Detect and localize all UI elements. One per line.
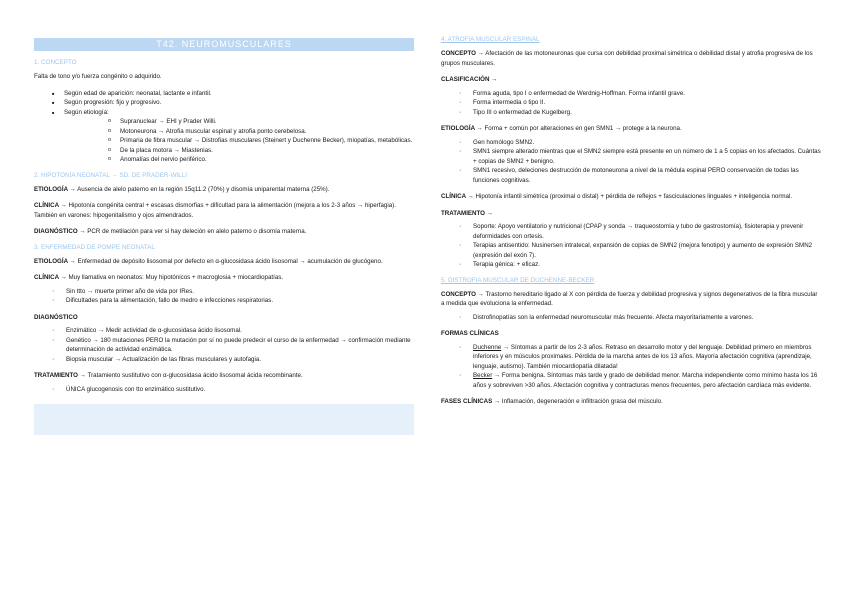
- s5-formas-label: FORMAS CLÍNICAS: [441, 330, 499, 337]
- list-item: · ÚNICA glucogenosis con tto enzimático sustitutivo.: [34, 385, 414, 395]
- s3-clin-list: [34, 287, 414, 306]
- s2-etiology: ETIOLOGÍA → Ausencia de alelo paterno en la región 15q11.2 (70%) y disomía uniparental materna (25%).: [34, 185, 330, 193]
- s2-diagnostico: DIAGNÓSTICO → PCR de metilación para ver si hay deleción en alelo paterno o disomía materna.: [34, 228, 307, 235]
- list-item: · Dificultades para la alimentación, fallo de medro e infecciones respiratorias.: [34, 296, 414, 306]
- list-item: ■ Según edad de aparición: neonatal, lactante e infantil.: [34, 89, 414, 99]
- list-item: · Duchenne → Síntomas a partir de los 2-3 años. Retraso en desarrollo motor y del lenguaje. Debilidad primero en miembros inferiores y en músculos proximales. Pérdida de la marcha antes de los 13 años. Mayoría afectación cognitiva (aprendizaje, lenguaje, autismo). También miocardiopatía dilatada!: [441, 343, 821, 372]
- s1-text: Falta de tono y/o fuerza congénito o adquirido.: [34, 73, 162, 80]
- list-item: · Terapias antisentido: Nusinersen intratecal, expansión de copias de SMN2 (mejora fenotipo) y aumento de expresión SMN2 (expresión del exón 7).: [441, 241, 821, 260]
- list-item: o De la placa motora → Miastenias.: [64, 146, 414, 156]
- list-item: · Sin ttto → muerte primer año de vida por IRes.: [34, 287, 414, 297]
- s4-etiology: ETIOLOGÍA → Forma + común por alteraciones en gen SMN1 → protege a la neurona.: [441, 125, 682, 132]
- s4-trat-label: TRATAMIENTO →: [441, 209, 493, 217]
- s2-clinica: CLÍNICA → Hipotonía congénita central + escasas dismorfias + dificultad para la alimentación (mejora a los 2-3 años → hiperfagia). También en varones: hipogenitalismo y ojos almendrados.: [34, 202, 396, 219]
- section-3-title: 3. ENFERMEDAD DE POMPE NEONATAL: [34, 243, 155, 251]
- s1-list: [34, 89, 414, 165]
- list-item: o Motoneurona → Atrofia muscular espinal y atrofia ponto cerebelosa.: [64, 127, 414, 137]
- list-item: · Becker → Forma benigna. Síntomas más tarde y grado de debilidad menor. Marcha independiente como mínimo hasta los 16 años y sobreviven >30 años. Afectación cognitiva y contracturas menos frecuentes, pero afectación cardíaca más evidente.: [441, 371, 821, 390]
- list-item: · Genético → 180 mutaciones PERO la mutación por sí no puede predecir el curso de la enfermedad → confirmación mediante determinación de actividad enzimática.: [34, 336, 414, 355]
- s4-clinica: CLÍNICA → Hipotonía infantil simétrica (proximal o distal) + pérdida de reflejos + fasciculaciones linguales + inteligencia normal.: [441, 193, 793, 200]
- s5-fases: FASES CLÍNICAS → Inflamación, degeneración e infiltración grasa del músculo.: [441, 398, 663, 405]
- s3-clinica: CLÍNICA → Muy llamativa en neonatos: Muy hipotónicos + macroglosia + miocardiopatías.: [34, 274, 284, 281]
- right-column: [441, 36, 821, 414]
- s4-etio-list: [441, 138, 821, 186]
- list-item: · Gen homólogo SMN2.: [441, 138, 821, 148]
- list-item: · Soporte: Apoyo ventilatorio y nutricional (CPAP y sonda → traqueostomía y tubo de gastrostomía), fisioterapia y prevenir deformidades con ortesis.: [441, 222, 821, 241]
- s4-clas-list: [441, 89, 821, 118]
- list-item: ■ Según progresión: fijo y progresivo.: [34, 98, 414, 108]
- list-item: o Anomalías del nervio periférico.: [64, 155, 414, 165]
- s1-sublist: [64, 117, 414, 165]
- s4-trat-list: [441, 222, 821, 270]
- list-item: · Enzimático → Medir actividad de α-glucosidasa ácido lisosomal.: [34, 326, 414, 336]
- s5-concept-list: [441, 313, 821, 323]
- list-item: · SMN1 recesivo, deleciones destrucción de motoneurona a nivel de la médula espinal PERO conservación de todas las funciones cognitivas.: [441, 166, 821, 185]
- section-1-title: 1. CONCEPTO: [34, 59, 77, 66]
- s5-formas-list: [441, 343, 821, 391]
- highlight-box: [34, 404, 414, 435]
- section-4-title: 4. ATROFIA MUSCULAR ESPINAL: [441, 36, 540, 43]
- section-2-title: 2. HIPOTONÍA NEONATAL → SD. DE PRADER-WILLI: [34, 171, 188, 179]
- section-5-title: 5. DISTROFIA MUSCULAR DE DUCHENNE-BECKER: [441, 276, 595, 284]
- s4-concepto: CONCEPTO → Afectación de las motoneuronas que cursa con debilidad proximal simétrica o debilidad distal y atrofia progresiva de los grupos musculares.: [441, 50, 813, 67]
- list-item: · Biopsia muscular → Actualización de las fibras musculares y autofagia.: [34, 355, 414, 365]
- s3-tratamiento: TRATAMIENTO → Tratamiento sustitutivo con α-glucosidasa ácido lisosomal ácida recombinante.: [34, 372, 303, 379]
- s3-diag-label: DIAGNÓSTICO: [34, 313, 78, 321]
- list-item: · Terapia génica: + eficaz.: [441, 260, 821, 270]
- s3-trat-list: [34, 385, 414, 395]
- s5-concepto: CONCEPTO → Trastorno hereditario ligado al X con pérdida de fuerza y debilidad progresiva y signos degenerativos de la fibra muscular a medida que evoluciona la enfermedad.: [441, 290, 818, 307]
- list-item: · Forma intermedia o tipo II.: [441, 98, 821, 108]
- left-column: [34, 36, 414, 435]
- list-item: · SMN1 siempre alterado mientras que el SMN2 siempre está presente en un número de 1 a 5 copias en los afectados. Cuántas + copias de SMN2 + benigno.: [441, 147, 821, 166]
- topic-banner: T42. NEUROMUSCULARES: [34, 38, 414, 51]
- list-item: · Distrofinopatías son la enfermedad neuromuscular más frecuente. Afecta mayoritariamente a varones.: [441, 313, 821, 323]
- s4-clas-label: CLASIFICACIÓN →: [441, 76, 498, 83]
- list-item: o Primaria de fibra muscular → Distrofias musculares (Steinert y Duchenne Becker), miopatías, metabólicas.: [64, 136, 414, 146]
- list-item: · Tipo III o enfermedad de Kugelberg.: [441, 108, 821, 118]
- list-item: ■ Según etiología: o Supranuclear → EHI y Prader Willi. o Motoneurona → Atrofia muscular espinal y atrofia ponto cerebelosa. o Primaria de fibra muscular → Distrofias musculares (Steinert y Duchenne Becker), miopatías, metabólicas. o De la placa motora → Miastenias. o Anomalías del nervio periférico.: [34, 108, 414, 165]
- list-item: · Forma aguda, tipo I o enfermedad de Werdnig-Hoffman. Forma infantil grave.: [441, 89, 821, 99]
- list-item: o Supranuclear → EHI y Prader Willi.: [64, 117, 414, 127]
- s3-etiology: ETIOLOGÍA → Enfermedad de depósito lisosomal por defecto en α-glucosidasa ácido lisosomal → acumulación de glucógeno.: [34, 257, 383, 265]
- s3-diag-list: [34, 326, 414, 364]
